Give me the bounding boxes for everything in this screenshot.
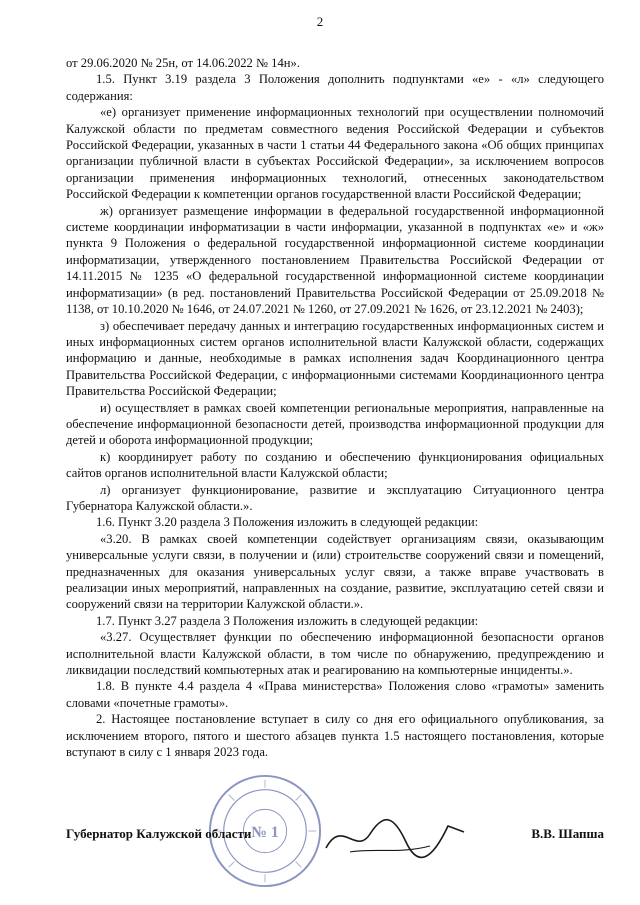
paragraph-continuation: от 29.06.2020 № 25н, от 14.06.2022 № 14н». (66, 56, 300, 70)
subitem-z: з) обеспечивает передачу данных и интеграцию государственных информационных систем и иных информационных систем органов исполнительной власти Калужской области, содержащих информацию и данные, необходимые в рамках исполнения задач Координационного центра Правительства Российской Федерации, с информационными системами Координационного центра Правительства Российской Федерации; (66, 318, 604, 399)
subitem-e: «е) организует применение информационных технологий при осуществлении полномочий Калужской области по предметам совместного ведения Российской Федерации и субъектов Российской Федерации, указанных в части 1 статьи 44 Федерального закона «Об общих принципах организации публичной власти в субъектах Российской Федерации», за исключением вопросов организации применения информационных технологий, отнесенных законодательством Российской Федерации к компетенции органов государственной власти Российской Федерации; (66, 105, 604, 202)
document-body (66, 55, 604, 760)
signature-icon (320, 808, 470, 868)
paragraph-1-6: 1.6. Пункт 3.20 раздела 3 Положения изложить в следующей редакции: (96, 515, 479, 530)
signatory-name: В.В. Шапша (531, 826, 604, 841)
paragraph-2: 2. Настоящее постановление вступает в силу со дня его официального опубликования, за исключением второго, пятого и шестого абзацев пункта 1.5 настоящего постановления, которые вступают в силу с 1 января 2023 года. (66, 712, 604, 760)
paragraph-1-5: 1.5. Пункт 3.19 раздела 3 Положения дополнить подпунктами «е» - «л» следующего содержания: (66, 72, 604, 103)
clause-3-27: «3.27. Осуществляет функции по обеспечению информационной безопасности органов исполнительной власти Калужской области, в том числе по обнаружению, предупреждению и ликвидации последствий компьютерных атак и реагированию на компьютерные инциденты.». (66, 630, 604, 678)
clause-3-20: «3.20. В рамках своей компетенции содействует организациям связи, оказывающим универсальные услуги связи, в получении и (или) строительстве сооружений связи и помещений, предназначенных для оказания универсальных услуг связи, а также вправе участвовать в реализации иных мероприятий, направленных на создание, развитие, эксплуатацию сетей связи и сооружений связи на территории Калужской области.». (66, 531, 604, 612)
signatory-position: Губернатор Калужской области (66, 826, 252, 841)
paragraph-1-8: 1.8. В пункте 4.4 раздела 4 «Права министерства» Положения слово «грамоты» заменить словами «почетные грамоты». (66, 679, 604, 710)
subitem-zh: ж) организует размещение информации в федеральной государственной информационной системе координации информатизации в части информации, указанной в подпунктах «е» и «ж» пункта 9 Положения о федеральной государственной информационной системе координации информатизации, утвержденного постановлением Правительства Российской Федерации от 14.11.2015 № 1235 «О федеральной государственной информационной системе координации информатизации» (в ред. постановлений Правительства Российской Федерации от 25.09.2018 № 1138, от 10.10.2020 № 1646, от 24.07.2021 № 1260, от 27.09.2021 № 1626, от 23.12.2021 № 2403); (66, 203, 604, 317)
subitem-l: л) организует функционирование, развитие и эксплуатацию Ситуационного центра Губернатора Калужской области.». (66, 482, 604, 513)
subitem-k: к) координирует работу по созданию и обеспечению функционирования официальных сайтов органов исполнительной власти Калужской области; (66, 449, 604, 481)
seal-number: № 1 (251, 823, 279, 841)
paragraph-1-7: 1.7. Пункт 3.27 раздела 3 Положения изложить в следующей редакции: (96, 613, 479, 628)
subitem-i: и) осуществляет в рамках своей компетенции региональные мероприятия, направленные на обеспечение информационной безопасности детей, производства информационной продукции для детей и оборота информационной продукции; (66, 400, 604, 448)
page-number: 2 (316, 14, 324, 29)
